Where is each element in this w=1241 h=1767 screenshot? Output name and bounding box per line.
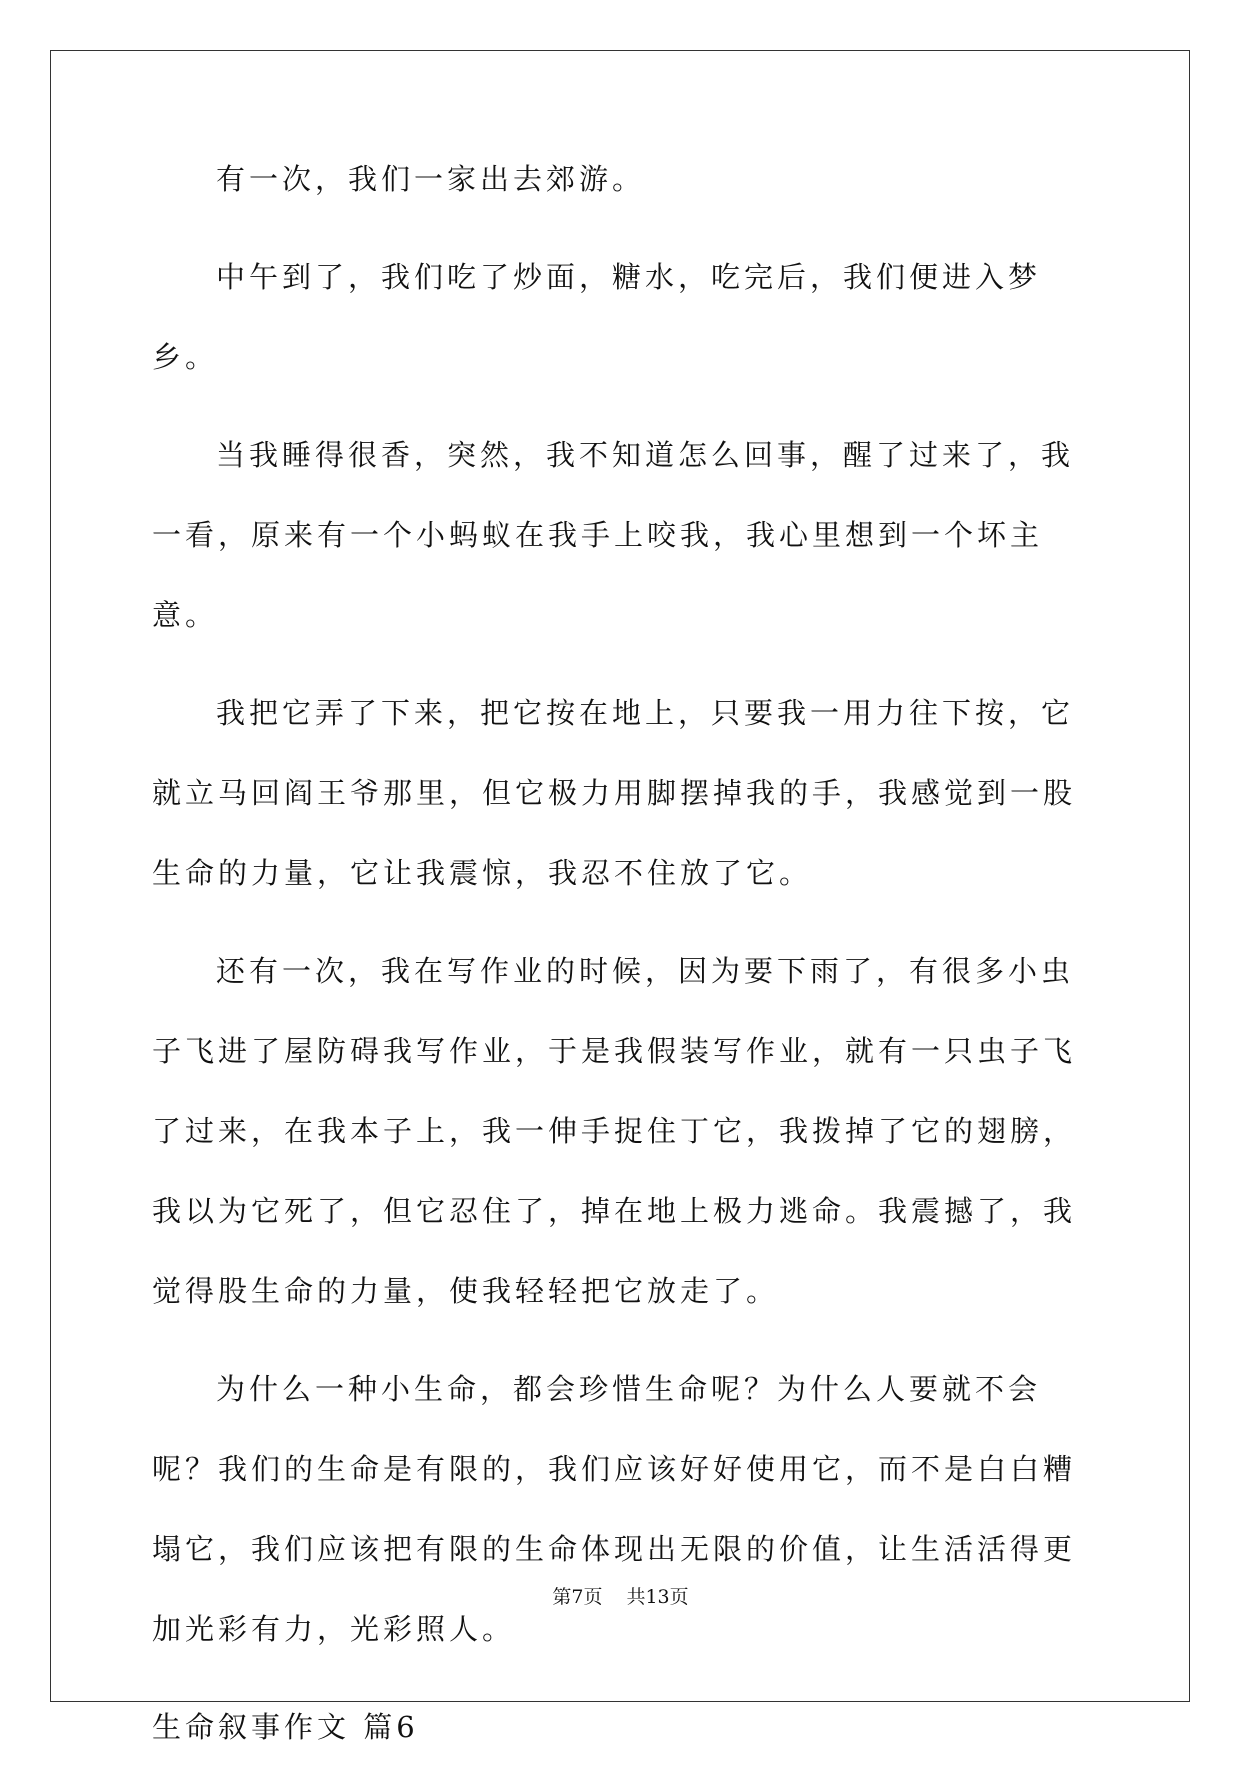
paragraph-4: 我把它弄了下来，把它按在地上，只要我一用力往下按，它就立马回阎王爷那里，但它极力用脚摆掉我的手，我感觉到一股生命的力量，它让我震惊，我忍不住放了它。 <box>152 696 1077 890</box>
paragraph-6: 为什么一种小生命，都会珍惜生命呢？为什么人要就不会呢？我们的生命是有限的，我们应该好好使用它，而不是白白糟塌它，我们应该把有限的生命体现出无限的价值，让生活活得更加光彩有力，光彩照人。 <box>152 1372 1077 1646</box>
paragraph-1: 有一次，我们一家出去郊游。 <box>216 162 646 196</box>
section-heading: 生命叙事作文 篇6 <box>152 1710 419 1744</box>
paragraph-5: 还有一次，我在写作业的时候，因为要下雨了，有很多小虫子飞进了屋防碍我写作业，于是我假装写作业，就有一只虫子飞了过来，在我本子上，我一伸手捉住丁它，我拨掉了它的翅膀，我以为它死了，但它忍住了，掉在地上极力逃命。我震撼了，我觉得股生命的力量，使我轻轻把它放走了。 <box>152 954 1077 1308</box>
paragraph-2: 中午到了，我们吃了炒面，糖水，吃完后，我们便进入梦乡。 <box>152 260 1042 374</box>
page-total: 共13页 <box>626 1586 689 1608</box>
document-body <box>152 164 1092 1767</box>
page-footer <box>0 1582 1241 1609</box>
paragraph-3: 当我睡得很香，突然，我不知道怎么回事，醒了过来了，我一看，原来有一个小蚂蚁在我手上咬我，我心里想到一个坏主意。 <box>152 438 1075 632</box>
page-number: 第7页 <box>552 1586 603 1608</box>
